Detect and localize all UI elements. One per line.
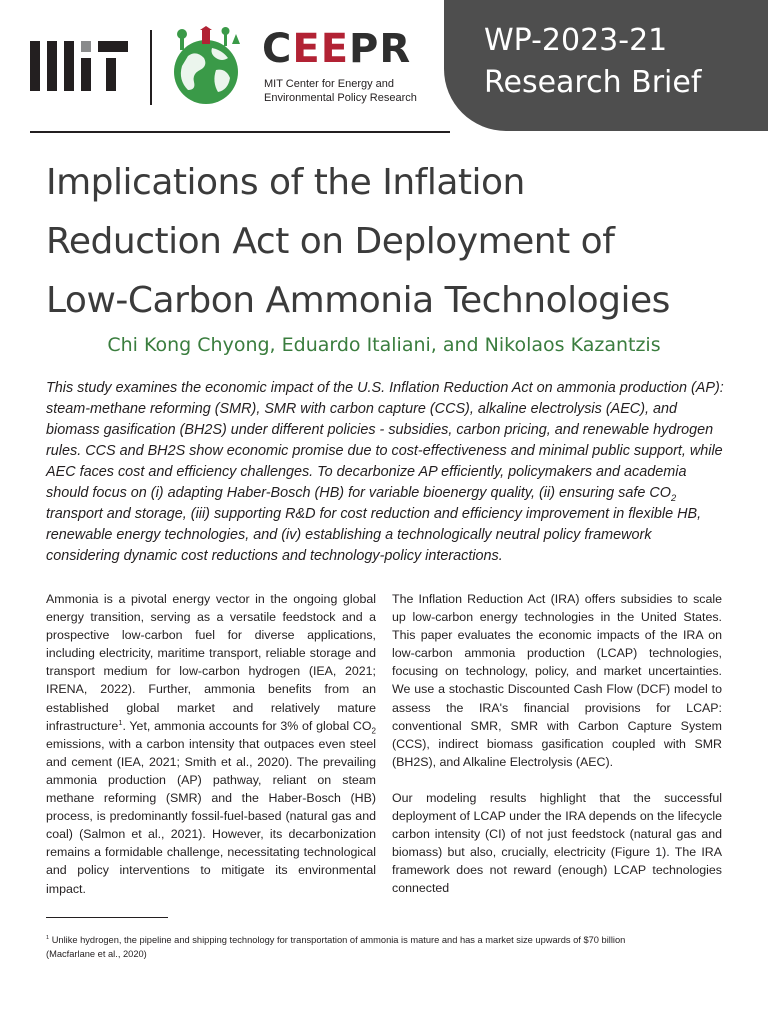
footnote-rule bbox=[46, 917, 168, 918]
header bbox=[0, 0, 768, 132]
paragraph: The Inflation Reduction Act (IRA) offers subsidies to scale up low-carbon energy technologies in the United States. This paper evaluates the economic impacts of the IRA on low-carbon ammonia production (LCAP) technologies, focusing on technology, policy, and market uncertainties. We use a stochastic Discounted Cash Flow (DCF) model to assess the IRA's financial provisions for LCAP: conventional SMR, SMR with Carbon Capture System (CCS), indirect biomass gasification coupled with SMR (BH2S), and Alkaline Electrolysis (AEC). bbox=[392, 592, 722, 769]
paper-title: Implications of the Inflation Reduction Act on Deployment of Low-Carbon Ammonia Technologies bbox=[46, 162, 670, 321]
org-subtitle: MIT Center for Energy and Environmental Policy Research bbox=[264, 78, 417, 104]
org-name: CEEPR bbox=[262, 26, 412, 72]
header-rule bbox=[30, 131, 450, 133]
header-divider bbox=[150, 30, 152, 105]
body-column-left bbox=[46, 590, 376, 916]
working-paper-id: WP-2023-21 bbox=[484, 23, 668, 58]
brief-tab bbox=[444, 0, 768, 131]
footnote-marker: 1 bbox=[46, 934, 50, 941]
abstract: This study examines the economic impact of the U.S. Inflation Reduction Act on ammonia production (AP): steam-methane reforming (SMR), SMR with carbon capture (CCS), alkaline electrolysis (AEC), and biomass gasification (BH2S) under different policies - subsidies, carbon pricing, and renewable hydrogen rules. CCS and BH2S show economic promise due to cost-effectiveness and minimal public support, while AEC faces cost and efficiency challenges. To decarbonize AP efficiently, policymakers and academia should focus on (i) adapting Haber-Bosch (HB) for variable bioenergy quality, (ii) ensuring safe $CO_2$ transport and storage, (iii) supporting R&D for cost reduction and efficiency improvement in flexible HB, renewable energy technologies, and (iv) establishing a technologically neutral policy framework considering dynamic cost reductions and technology-policy interactions. bbox=[46, 380, 724, 564]
footnote: $^1$ Unlike hydrogen, the pipeline and shipping technology for transportation of ammonia is mature and has a market size upwards of $70 billion (Macfarlane et al., 2020) bbox=[46, 934, 626, 959]
brief-type: Research Brief bbox=[484, 65, 702, 100]
body-column-right bbox=[392, 590, 722, 916]
paragraph: Ammonia is a pivotal energy vector in the ongoing global energy transition, serving as a versatile feedstock and a prospective low-carbon fuel for diverse applications, including electricity, maritime transport, reliable storage and transport medium for low-carbon hydrogen (IEA, 2021; IRENA, 2022). Further, ammonia benefits from an established global market and relatively mature infrastructure$^1$. Yet, ammonia accounts for 3% of global $CO_2$ emissions, with a carbon intensity that outpaces even steel and cement (IEA, 2021; Smith et al., 2020). The prevailing ammonia production (AP) pathway, reliant on steam methane reforming (SMR) and the Haber-Bosch (HB) process, is predominantly fossil-fuel-based (natural gas and coal) (Salmon et al., 2021). However, its decarbonization remains a formidable challenge, necessitating technological and policy interventions to mitigate its environmental impact. bbox=[46, 592, 376, 896]
green-globe-icon bbox=[166, 26, 246, 106]
authors: Chi Kong Chyong, Eduardo Italiani, and Nikolaos Kazantzis bbox=[107, 334, 661, 356]
footnote-ref[interactable]: 1 bbox=[118, 717, 123, 727]
mit-logo bbox=[30, 41, 128, 91]
paragraph: Our modeling results highlight that the successful deployment of LCAP under the IRA depends on the lifecycle carbon intensity (CI) of not just feedstock (natural gas and biomass) but also, crucially, electricity (Figure 1). The IRA framework does not reward (enough) LCAP technologies connected bbox=[392, 790, 722, 896]
